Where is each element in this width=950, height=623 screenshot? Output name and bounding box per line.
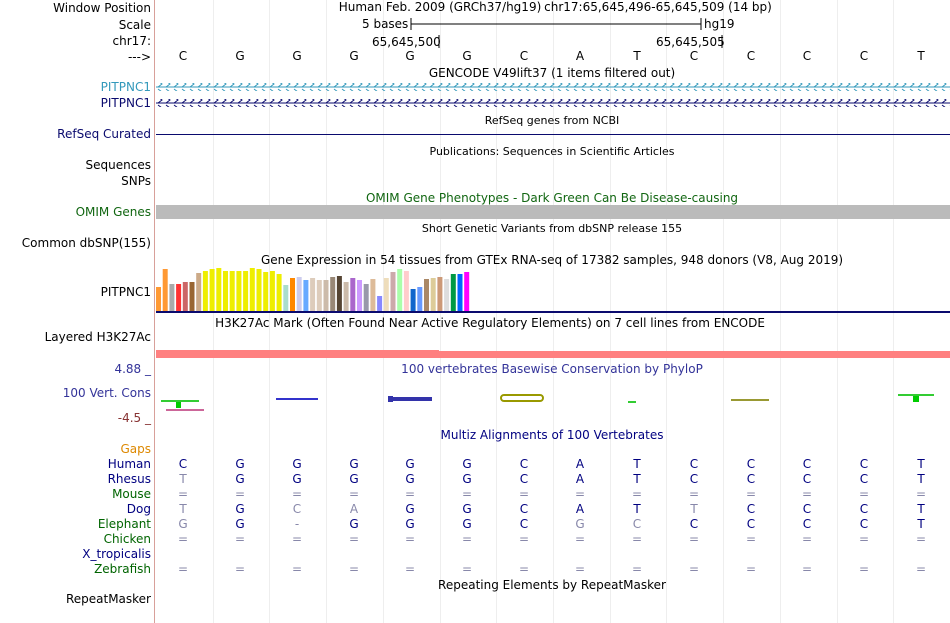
alignment-base: = [688,487,700,501]
species-label-human[interactable]: Human [107,457,151,471]
alignment-base: = [404,487,416,501]
alignment-base: = [574,487,586,501]
alignment-base: C [519,472,529,486]
alignment-base: C [859,457,869,471]
alignment-base: G [349,472,359,486]
alignment-base: = [745,532,757,546]
species-label-x_tropicalis[interactable]: X_tropicalis [82,547,151,561]
label-omim-genes[interactable]: OMIM Genes [75,205,151,219]
alignment-base: G [235,472,245,486]
gtex-tissue-bar[interactable] [183,282,188,311]
alignment-base: G [405,472,415,486]
gtex-tissue-bar[interactable] [437,277,442,311]
base-letter: G [462,49,472,63]
alignment-base: = [858,532,870,546]
alignment-base: = [801,532,813,546]
label-100-vert-cons[interactable]: 100 Vert. Cons [62,386,151,400]
label-window-position: Window Position [53,1,151,15]
gtex-tissue-bar[interactable] [290,278,295,311]
gtex-tissue-bar[interactable] [391,272,396,311]
alignment-base: = [348,487,360,501]
alignment-base: G [575,517,585,531]
alignment-base: G [292,472,302,486]
gtex-tissue-bar[interactable] [364,284,369,311]
gtex-tissue-bar[interactable] [250,268,255,311]
alignment-base: = [234,562,246,576]
gtex-tissue-bar[interactable] [404,271,409,311]
h3k27ac-signal-top [156,350,439,351]
alignment-base: G [462,472,472,486]
gtex-tissue-bar[interactable] [337,276,342,311]
gtex-tissue-bar[interactable] [324,280,329,311]
base-letter: G [405,49,415,63]
alignment-base: T [179,472,187,486]
alignment-base: T [633,502,641,516]
alignment-base: = [801,562,813,576]
gtex-tissue-bar[interactable] [156,287,161,311]
gtex-tissue-bar[interactable] [384,278,389,311]
alignment-base: C [802,457,812,471]
position-tick-1: 65,645,500 [372,35,441,49]
alignment-base: = [915,562,927,576]
base-letter: T [633,49,641,63]
base-letter: G [349,49,359,63]
h3k27ac-signal[interactable] [156,351,950,358]
gtex-tissue-bar[interactable] [176,284,181,311]
alignment-base: T [633,457,641,471]
alignment-base: C [689,517,699,531]
alignment-base: T [917,502,925,516]
alignment-base: G [405,517,415,531]
alignment-base: G [405,457,415,471]
publications-track-title: Publications: Sequences in Scientific Articles [429,145,675,158]
gtex-tissue-bar[interactable] [210,269,215,311]
alignment-base: G [462,517,472,531]
label-refseq-curated[interactable]: RefSeq Curated [57,127,151,141]
gtex-tissue-bar[interactable] [283,285,288,311]
gtex-tissue-bar[interactable] [411,289,416,311]
label-gencode-pitpnc1-1[interactable]: PITPNC1 [100,80,151,94]
alignment-base: = [858,487,870,501]
alignment-base: = [291,532,303,546]
alignment-base: = [745,487,757,501]
alignment-base: = [461,487,473,501]
dbsnp-track-title: Short Genetic Variants from dbSNP release 155 [421,222,683,235]
label-gtex-pitpnc1[interactable]: PITPNC1 [100,285,151,299]
alignment-base: = [348,532,360,546]
alignment-base: G [405,502,415,516]
base-letter: T [917,49,925,63]
gtex-tissue-bar[interactable] [451,274,456,311]
gtex-tissue-bar[interactable] [196,273,201,311]
label-gaps[interactable]: Gaps [120,442,151,456]
gtex-tissue-bar[interactable] [310,278,315,311]
label-phylop-min: -4.5 _ [117,411,151,425]
gtex-tissue-bar[interactable] [330,277,335,311]
position-tick-2: 65,645,505 [656,35,725,49]
alignment-base: G [235,502,245,516]
alignment-base: = [631,532,643,546]
alignment-base: G [235,457,245,471]
window-position-text: chr17:65,645,496-65,645,509 (14 bp) [544,0,772,14]
scale-ruler [156,0,950,70]
label-repeatmasker[interactable]: RepeatMasker [65,592,151,606]
alignment-base: G [235,517,245,531]
alignment-base: C [859,517,869,531]
track-data-area[interactable] [156,0,950,623]
species-label-rhesus[interactable]: Rhesus [107,472,151,486]
gtex-tissue-bar[interactable] [230,271,235,311]
alignment-base: = [518,532,530,546]
alignment-base: = [291,562,303,576]
gtex-tissue-bar[interactable] [424,279,429,311]
alignment-base: = [461,532,473,546]
gtex-tissue-bar[interactable] [297,277,302,311]
scale-text: 5 bases [362,17,409,31]
alignment-base: = [858,562,870,576]
gtex-tissue-bar[interactable] [444,279,449,311]
alignment-base: T [690,502,698,516]
alignment-base: = [574,532,586,546]
alignment-base: = [801,487,813,501]
alignment-base: = [291,487,303,501]
alignment-base: C [802,472,812,486]
gtex-tissue-bar[interactable] [377,296,382,311]
alignment-base: C [802,502,812,516]
gencode-gene-lines[interactable] [156,80,950,110]
alignment-base: = [915,487,927,501]
omim-gene-bar[interactable] [156,205,950,219]
alignment-base: = [404,532,416,546]
alignment-base: C [689,457,699,471]
alignment-base: G [178,517,188,531]
gtex-tissue-bar[interactable] [257,269,262,311]
alignment-base: = [631,562,643,576]
alignment-base: T [917,472,925,486]
h3k27ac-track-title: H3K27Ac Mark (Often Found Near Active Regulatory Elements) on 7 cell lines from ENCODE [215,316,765,330]
species-label-chicken[interactable]: Chicken [103,532,151,546]
label-scale: Scale [118,18,151,32]
alignment-base: C [859,502,869,516]
label-phylop-max: 4.88 _ [114,362,151,376]
alignment-base: C [802,517,812,531]
alignment-base: C [746,457,756,471]
assembly-title: Human Feb. 2009 (GRCh37/hg19) [338,0,542,14]
refseq-gene-line[interactable] [156,134,950,135]
alignment-base: = [915,532,927,546]
track-label-column [0,0,155,623]
alignment-base: T [917,517,925,531]
alignment-base: G [462,502,472,516]
gtex-tissue-bar[interactable] [303,280,308,311]
gtex-tissue-bar[interactable] [190,282,195,311]
alignment-base: A [575,472,585,486]
alignment-base: C [632,517,642,531]
alignment-base: A [575,457,585,471]
gtex-tissue-bar[interactable] [458,274,463,311]
base-letter: C [802,49,812,63]
label-snps[interactable]: SNPs [121,174,151,188]
label-strand-arrow: ---> [127,50,151,64]
alignment-base: - [294,517,300,531]
base-letter: C [859,49,869,63]
gtex-tissue-bar[interactable] [431,278,436,311]
alignment-base: C [519,502,529,516]
base-letter: C [519,49,529,63]
species-label-zebrafish[interactable]: Zebrafish [94,562,151,576]
gtex-tissue-bar[interactable] [270,271,275,311]
label-gencode-pitpnc1-2[interactable]: PITPNC1 [100,96,151,110]
gtex-tissue-bar[interactable] [370,279,375,311]
alignment-base: A [575,502,585,516]
gtex-tissue-bar[interactable] [357,280,362,311]
alignment-base: C [859,472,869,486]
gtex-tissue-bar[interactable] [263,272,268,311]
gtex-tissue-bar[interactable] [350,278,355,311]
gtex-tissue-bar[interactable] [163,269,168,311]
repeatmasker-track-title: Repeating Elements by RepeatMasker [438,578,666,592]
alignment-base: C [746,502,756,516]
alignment-base: C [519,457,529,471]
alignment-base: = [688,562,700,576]
gencode-track-title: GENCODE V49lift37 (1 items filtered out) [428,66,676,80]
alignment-base: G [462,457,472,471]
alignment-base: = [348,562,360,576]
multiz-track-title: Multiz Alignments of 100 Vertebrates [440,428,664,442]
alignment-base: G [292,457,302,471]
gtex-track-title: Gene Expression in 54 tissues from GTEx RNA-seq of 17382 samples, 948 donors (V8, Aug 2019) [260,253,844,267]
alignment-base: T [633,472,641,486]
alignment-base: C [746,472,756,486]
gtex-bar-graph[interactable] [156,266,950,312]
alignment-base: = [518,562,530,576]
alignment-base: C [178,457,188,471]
species-label-mouse[interactable]: Mouse [112,487,151,501]
alignment-base: = [177,487,189,501]
gtex-tissue-bar[interactable] [236,271,241,311]
gtex-tissue-bar[interactable] [169,284,174,311]
alignment-base: = [631,487,643,501]
alignment-base: G [349,457,359,471]
phylop-graph[interactable] [156,380,950,420]
base-letter: A [575,49,585,63]
alignment-base: C [689,472,699,486]
alignment-base: = [177,532,189,546]
alignment-base: = [688,532,700,546]
phylop-track-title: 100 vertebrates Basewise Conservation by PhyloP [401,362,703,376]
gtex-tissue-bar[interactable] [397,269,402,311]
gtex-tissue-bar[interactable] [277,274,282,311]
alignment-base: = [518,487,530,501]
refseq-track-title: RefSeq genes from NCBI [484,114,620,127]
alignment-base: = [461,562,473,576]
gtex-baseline [156,311,950,313]
alignment-base: C [519,517,529,531]
gtex-tissue-bar[interactable] [417,287,422,311]
gtex-tissue-bar[interactable] [344,282,349,311]
gtex-tissue-bar[interactable] [216,268,221,311]
gtex-tissue-bar[interactable] [203,271,208,311]
omim-track-title: OMIM Gene Phenotypes - Dark Green Can Be Disease-causing [365,191,739,205]
species-label-elephant[interactable]: Elephant [97,517,151,531]
base-letter: C [746,49,756,63]
alignment-base: A [349,502,359,516]
scale-db: hg19 [704,17,735,31]
base-letter: C [178,49,188,63]
base-letter: G [235,49,245,63]
alignment-base: C [292,502,302,516]
label-sequences[interactable]: Sequences [85,158,151,172]
alignment-base: = [404,562,416,576]
alignment-base: = [234,532,246,546]
alignment-base: = [574,562,586,576]
gtex-tissue-bar[interactable] [243,271,248,311]
alignment-base: T [179,502,187,516]
species-label-dog[interactable]: Dog [126,502,151,516]
base-letter: G [292,49,302,63]
label-chrom: chr17: [112,34,151,48]
label-common-dbsnp[interactable]: Common dbSNP(155) [21,236,151,250]
alignment-base: T [917,457,925,471]
gtex-tissue-bar[interactable] [464,272,469,311]
alignment-base: = [177,562,189,576]
gtex-tissue-bar[interactable] [317,280,322,311]
alignment-base: G [349,517,359,531]
base-letter: C [689,49,699,63]
label-layered-h3k27ac[interactable]: Layered H3K27Ac [44,330,151,344]
alignment-base: = [234,487,246,501]
gtex-tissue-bar[interactable] [223,271,228,311]
alignment-base: C [746,517,756,531]
alignment-base: = [745,562,757,576]
